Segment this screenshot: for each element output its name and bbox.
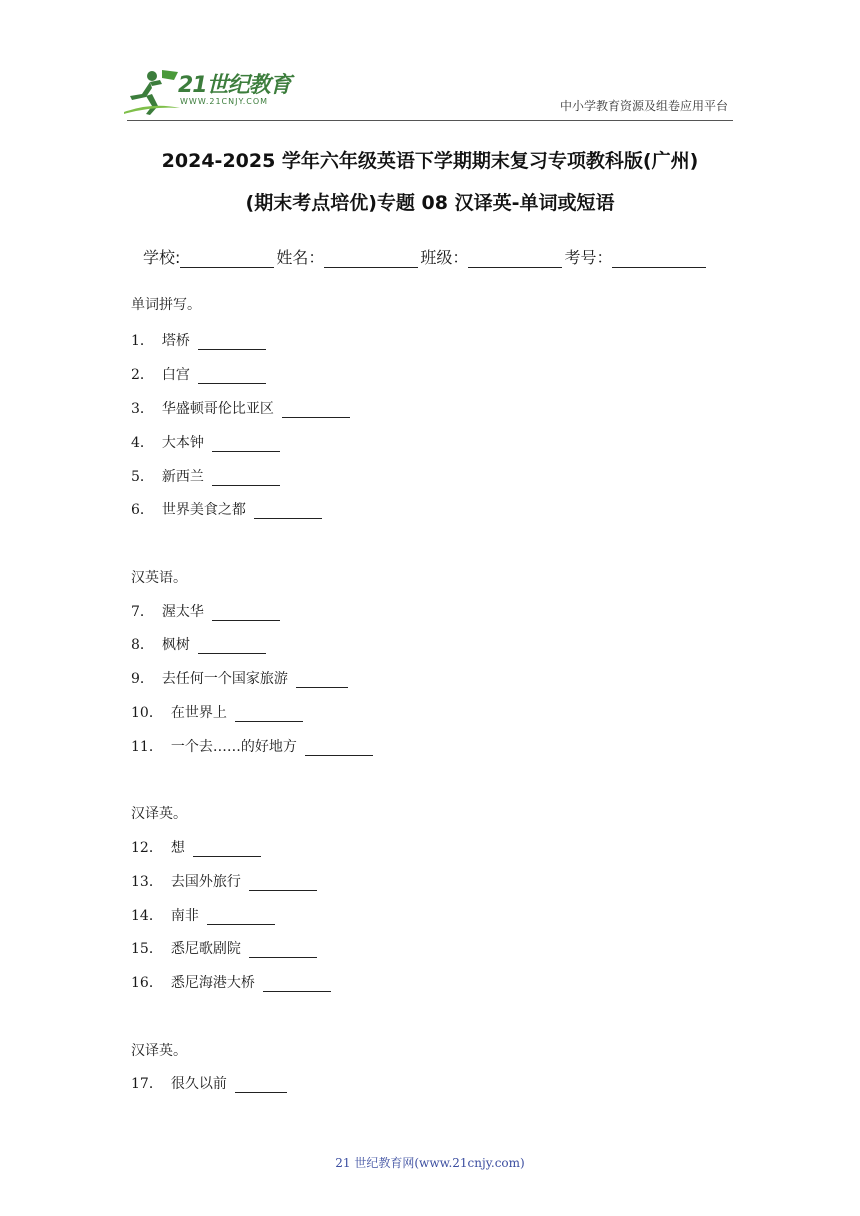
question-number: 16．: [131, 975, 163, 991]
logo: [122, 66, 297, 118]
question-text: 新西兰: [161, 469, 204, 485]
name-field: [276, 245, 420, 268]
page-title-line1: 2024-2025 学年六年级英语下学期期末复习专项教科版(广州): [161, 150, 699, 172]
question-number: 9．: [131, 671, 154, 687]
answer-blank[interactable]: [305, 740, 373, 756]
question-item: [131, 364, 266, 384]
platform-name: 中小学教育资源及组卷应用平台: [559, 99, 728, 113]
page-header: [0, 0, 860, 120]
answer-blank[interactable]: [296, 672, 348, 688]
question-number: 5．: [131, 469, 154, 485]
question-item: [131, 432, 280, 452]
question-text: 南非: [170, 908, 199, 924]
question-number: 13．: [131, 874, 163, 890]
answer-blank[interactable]: [249, 942, 317, 958]
class-blank[interactable]: [468, 250, 562, 268]
answer-blank[interactable]: [193, 841, 261, 857]
section-heading: 单词拼写。: [131, 297, 201, 313]
answer-blank[interactable]: [198, 638, 266, 654]
question-text: 悉尼海港大桥: [170, 975, 255, 991]
question-item: [131, 702, 303, 722]
question-number: 3．: [131, 401, 154, 417]
question-number: 2．: [131, 367, 154, 383]
question-number: 17．: [131, 1076, 163, 1092]
header-divider: [127, 120, 733, 121]
answer-blank[interactable]: [207, 909, 275, 925]
answer-blank[interactable]: [198, 368, 266, 384]
answer-blank[interactable]: [282, 402, 350, 418]
question-number: 7．: [131, 604, 154, 620]
page-title-line2: (期末考点培优)专题 08 汉译英-单词或短语: [245, 192, 615, 214]
answer-blank[interactable]: [212, 470, 280, 486]
answer-blank[interactable]: [198, 334, 266, 350]
question-number: 10．: [131, 705, 163, 721]
question-item: [131, 736, 373, 756]
question-item: [131, 871, 317, 891]
question-number: 8．: [131, 637, 154, 653]
exam-number-blank[interactable]: [612, 250, 706, 268]
answer-blank[interactable]: [235, 706, 303, 722]
class-label: 班级：: [420, 248, 469, 267]
question-text: 渥太华: [161, 604, 204, 620]
question-text: 白宫: [161, 367, 190, 383]
question-item: [131, 668, 348, 688]
question-item: [131, 398, 350, 418]
logo-url: WWW.21CNJY.COM: [180, 97, 269, 106]
question-text: 悉尼歌剧院: [170, 941, 241, 957]
question-number: 4．: [131, 435, 154, 451]
answer-blank[interactable]: [263, 976, 331, 992]
question-text: 很久以前: [170, 1076, 227, 1092]
question-item: [131, 837, 261, 857]
question-text: 去国外旅行: [170, 874, 241, 890]
question-text: 塔桥: [161, 333, 190, 349]
question-item: [131, 601, 280, 621]
question-number: 12．: [131, 840, 163, 856]
school-field: [143, 245, 276, 268]
school-blank[interactable]: [180, 250, 274, 268]
question-number: 15．: [131, 941, 163, 957]
question-text: 大本钟: [161, 435, 204, 451]
logo-text: 21世纪教育: [178, 73, 291, 98]
question-text: 去任何一个国家旅游: [161, 671, 288, 687]
question-number: 14．: [131, 908, 163, 924]
question-item: [131, 938, 317, 958]
student-info-row: [143, 245, 708, 268]
name-label: 姓名：: [276, 248, 325, 267]
answer-blank[interactable]: [212, 436, 280, 452]
class-field: [420, 245, 564, 268]
question-item: [131, 634, 266, 654]
question-item: [131, 466, 280, 486]
question-text: 世界美食之都: [161, 502, 246, 518]
answer-blank[interactable]: [249, 875, 317, 891]
question-item: [131, 499, 322, 519]
section-heading: 汉译英。: [131, 1043, 187, 1059]
question-number: 6．: [131, 502, 154, 518]
question-text: 枫树: [161, 637, 190, 653]
question-item: [131, 972, 331, 992]
question-text: 一个去……的好地方: [170, 739, 297, 755]
question-item: [131, 905, 275, 925]
name-blank[interactable]: [324, 250, 418, 268]
answer-blank[interactable]: [235, 1077, 287, 1093]
exam-number-field: [564, 245, 708, 268]
school-label: 学校:: [143, 248, 181, 267]
exam-number-label: 考号：: [564, 248, 613, 267]
question-item: [131, 1073, 287, 1093]
runner-logo-icon: [122, 66, 182, 118]
page-footer[interactable]: 21 世纪教育网(www.21cnjy.com): [335, 1156, 525, 1170]
question-number: 1．: [131, 333, 154, 349]
section-heading: 汉英语。: [131, 570, 187, 586]
question-number: 11．: [131, 739, 163, 755]
question-text: 想: [170, 840, 185, 856]
answer-blank[interactable]: [254, 503, 322, 519]
answer-blank[interactable]: [212, 605, 280, 621]
question-text: 华盛顿哥伦比亚区: [161, 401, 274, 417]
section-heading: 汉译英。: [131, 806, 187, 822]
question-text: 在世界上: [170, 705, 227, 721]
question-item: [131, 330, 266, 350]
